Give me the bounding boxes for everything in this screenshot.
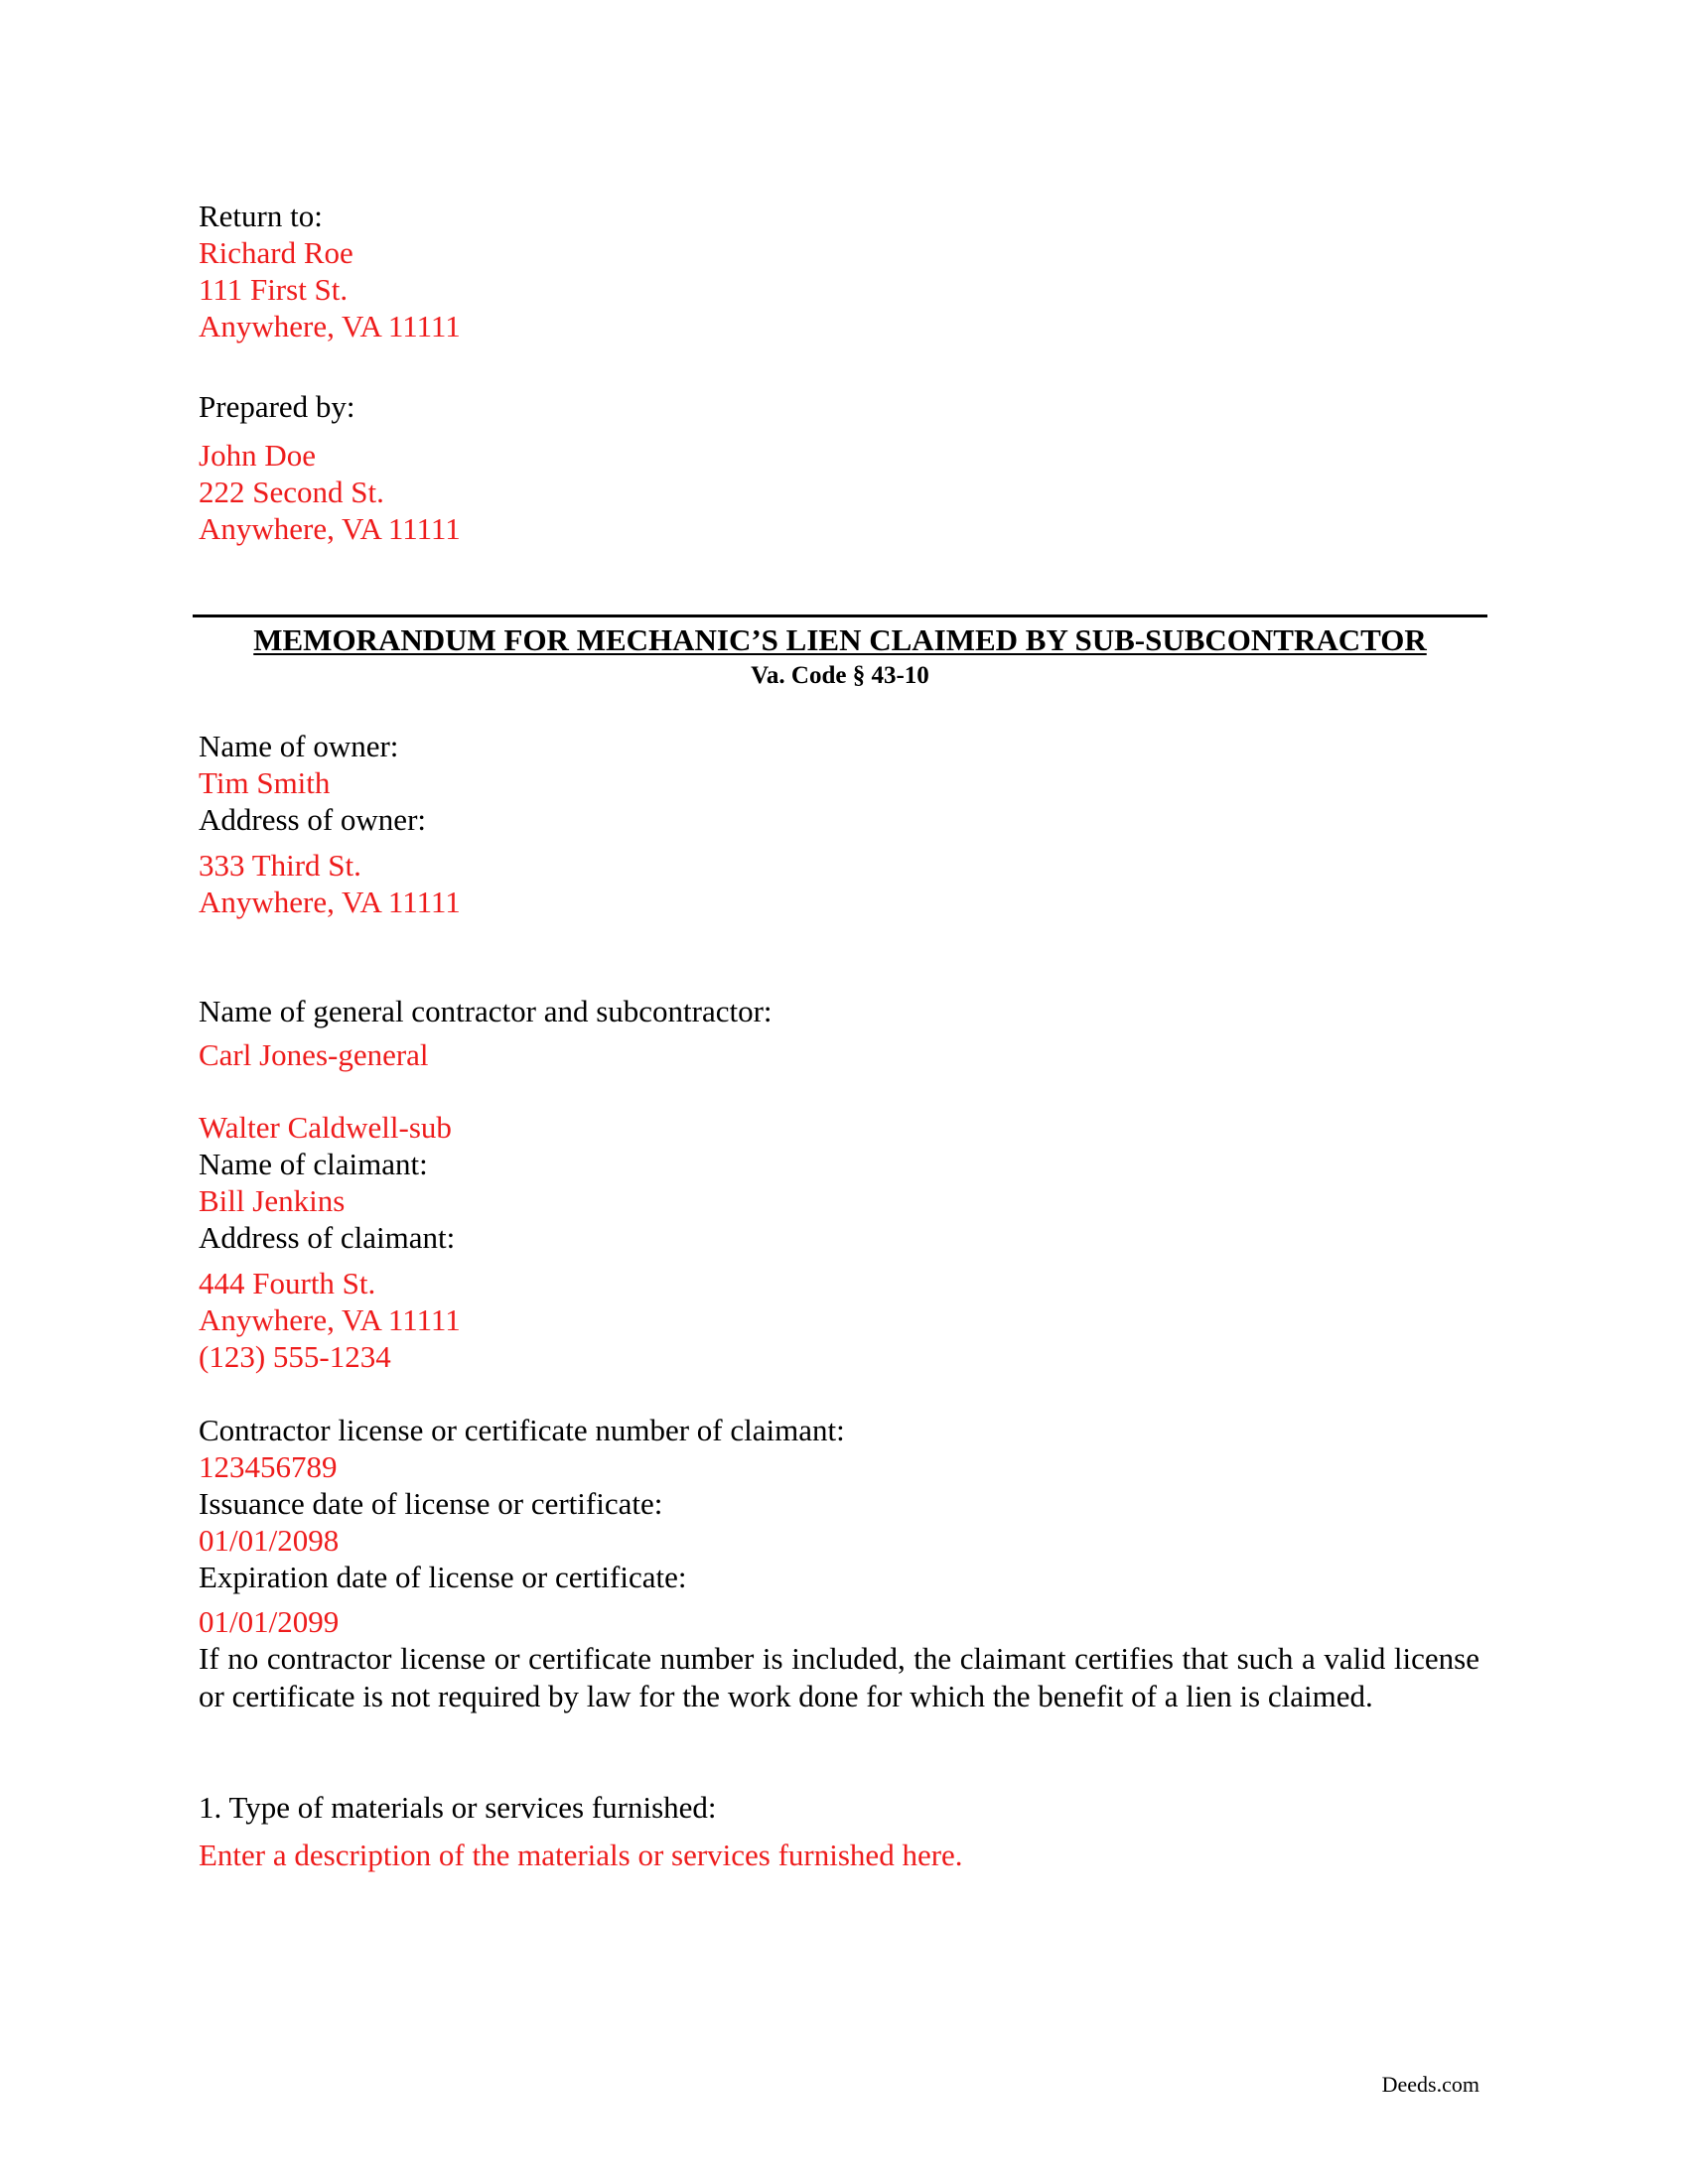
return-to-label: Return to:: [199, 199, 323, 233]
subcontractor: Walter Caldwell-sub: [199, 1110, 452, 1145]
contractors-label: Name of general contractor and subcontractor:: [199, 994, 773, 1028]
owner-address-block: [199, 847, 1479, 920]
subcontractor-claimant-block: [199, 1109, 1479, 1256]
prepared-by-block: [199, 437, 1479, 547]
expiration-date: 01/01/2099: [199, 1604, 340, 1639]
license-certification-paragraph: If no contractor license or certificate number is included, the claimant certifies that such a valid license or certificate is not required by law for the work done for which the benefit of a lien is claimed.: [199, 1641, 1479, 1713]
issuance-date-label: Issuance date of license or certificate:: [199, 1486, 663, 1521]
claimant-name-label: Name of claimant:: [199, 1147, 428, 1181]
claimant-street: 444 Fourth St.: [199, 1266, 376, 1300]
claimant-phone: (123) 555-1234: [199, 1339, 391, 1374]
title-block: [193, 614, 1487, 691]
materials-description: Enter a description of the materials or services furnished here.: [199, 1838, 963, 1872]
footer-brand: Deeds.com: [1381, 2072, 1479, 2097]
license-block: [199, 1412, 1479, 1595]
claimant-address-label: Address of claimant:: [199, 1220, 456, 1255]
owner-block: [199, 728, 1479, 838]
return-to-street: 111 First St.: [199, 272, 349, 307]
return-to-city: Anywhere, VA 11111: [199, 309, 461, 343]
general-contractor: Carl Jones-general: [199, 1037, 429, 1072]
expiration-date-label: Expiration date of license or certificate:: [199, 1560, 687, 1594]
claimant-address-block: [199, 1265, 1479, 1375]
owner-name-label: Name of owner:: [199, 729, 399, 763]
license-number-label: Contractor license or certificate number of claimant:: [199, 1413, 845, 1447]
claimant-city: Anywhere, VA 11111: [199, 1302, 461, 1337]
expiration-block: [199, 1603, 1479, 1715]
owner-street: 333 Third St.: [199, 848, 361, 883]
code-reference: Va. Code § 43-10: [751, 662, 929, 689]
prepared-by-name: John Doe: [199, 438, 316, 473]
materials-label: 1. Type of materials or services furnished:: [199, 1790, 717, 1825]
materials-description-block: [199, 1837, 1479, 1873]
return-to-block: [199, 198, 1479, 344]
issuance-date: 01/01/2098: [199, 1523, 340, 1558]
document-title: MEMORANDUM FOR MECHANIC’S LIEN CLAIMED BY SUB-SUBCONTRACTOR: [253, 622, 1427, 657]
prepared-by-street: 222 Second St.: [199, 475, 384, 509]
prepared-by-city: Anywhere, VA 11111: [199, 511, 461, 546]
license-number: 123456789: [199, 1449, 338, 1484]
owner-address-label: Address of owner:: [199, 802, 427, 837]
claimant-name: Bill Jenkins: [199, 1183, 346, 1218]
owner-city: Anywhere, VA 11111: [199, 885, 461, 919]
prepared-by-label: Prepared by:: [199, 389, 355, 424]
owner-name: Tim Smith: [199, 765, 331, 800]
return-to-name: Richard Roe: [199, 235, 353, 270]
